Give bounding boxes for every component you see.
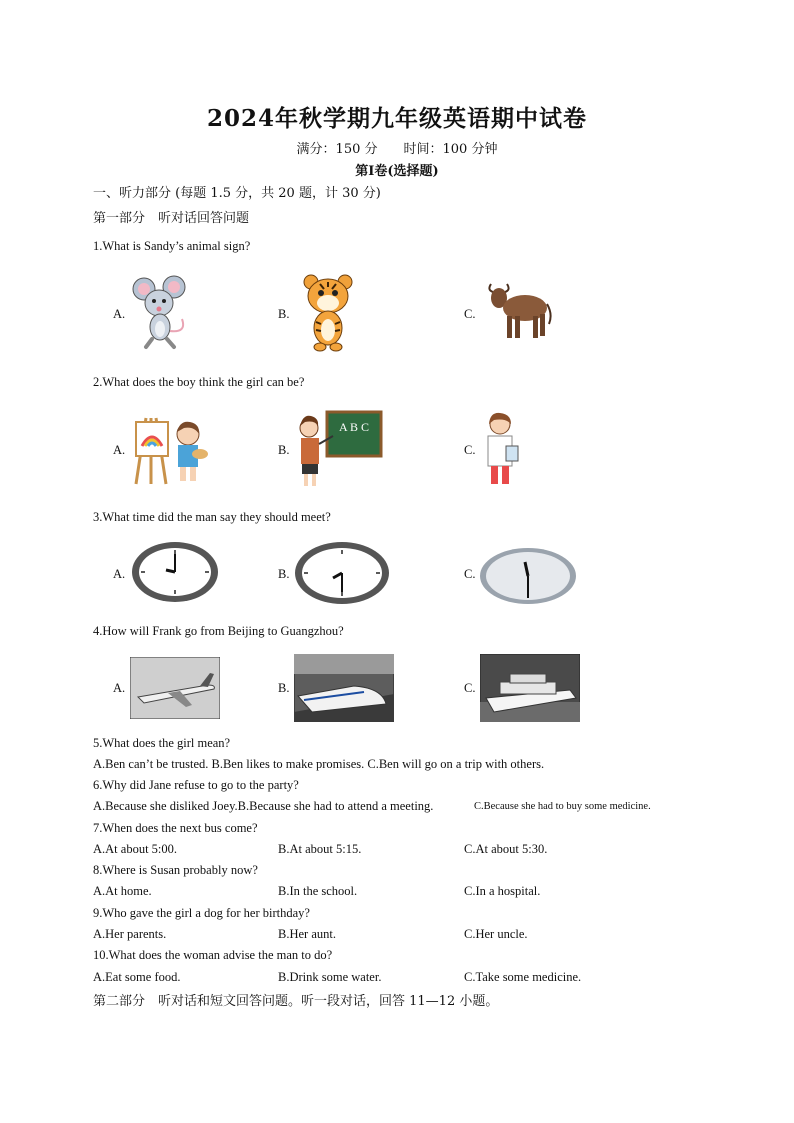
option-b: B.Drink some water. — [278, 970, 382, 984]
option-c: C.Her uncle. — [464, 927, 528, 941]
option-letter: A. — [113, 443, 126, 457]
clock-icon — [293, 540, 391, 606]
volume-label: 第Ⅰ卷(选择题) — [355, 164, 439, 179]
tiger-icon — [300, 272, 356, 352]
option-c: C.At about 5:30. — [464, 842, 548, 856]
option-letter: C. — [464, 567, 476, 581]
question-6-options: A.Because she disliked Joey.B.Because she had to attend a meeting. — [93, 799, 434, 813]
score-time: 满分：150 分 时间：100 分钟 — [296, 142, 498, 157]
option-a: A.Her parents. — [93, 927, 167, 941]
question-6-option-c: C.Because she had to buy some medicine. — [474, 801, 651, 812]
ox-icon — [485, 280, 553, 342]
option-letter: B. — [278, 307, 290, 321]
question-5: 5.What does the girl mean? — [93, 736, 231, 750]
option-letter: A. — [113, 567, 126, 581]
section-heading: 一、听力部分 (每题 1.5 分，共 20 题，计 30 分) — [93, 186, 381, 201]
option-letter: C. — [464, 443, 476, 457]
question-5-options: A.Ben can’t be trusted. B.Ben likes to make promises. C.Ben will go on a trip with others. — [93, 757, 545, 771]
part2-heading: 第二部分 听对话和短文回答问题。听一段对话，回答 11—12 小题。 — [93, 994, 499, 1009]
question-4: 4.How will Frank go from Beijing to Guangzhou? — [93, 624, 344, 638]
question-2: 2.What does the boy think the girl can be? — [93, 375, 305, 389]
page-title: 2024年秋学期九年级英语期中试卷 — [206, 105, 587, 132]
option-c: C.In a hospital. — [464, 884, 541, 898]
clock-icon — [130, 540, 220, 604]
train-icon — [294, 654, 394, 722]
question-6: 6.Why did Jane refuse to go to the party? — [93, 778, 299, 792]
ship-icon — [480, 654, 580, 722]
option-b: B.At about 5:15. — [278, 842, 362, 856]
option-letter: A. — [113, 681, 126, 695]
option-a: A.At home. — [93, 884, 152, 898]
question-3: 3.What time did the man say they should meet? — [93, 510, 331, 524]
doctor-icon — [480, 410, 522, 486]
option-c: C.Take some medicine. — [464, 970, 582, 984]
painter-icon — [128, 412, 208, 486]
option-a: A.At about 5:00. — [93, 842, 178, 856]
teacher-icon — [297, 410, 383, 488]
board-text: A B C — [338, 420, 370, 434]
option-letter: C. — [464, 307, 476, 321]
part1-heading: 第一部分 听对话回答问题 — [93, 211, 250, 226]
question-7: 7.When does the next bus come? — [93, 821, 258, 835]
clock-icon — [478, 546, 578, 606]
option-b: B.Her aunt. — [278, 927, 336, 941]
option-letter: A. — [113, 307, 126, 321]
option-letter: B. — [278, 681, 290, 695]
option-b: B.In the school. — [278, 884, 358, 898]
option-a: A.Eat some food. — [93, 970, 181, 984]
question-8: 8.Where is Susan probably now? — [93, 863, 258, 877]
mouse-icon — [132, 275, 190, 350]
option-letter: B. — [278, 567, 290, 581]
plane-icon — [130, 657, 220, 719]
question-1: 1.What is Sandy’s animal sign? — [93, 239, 251, 253]
option-letter: C. — [464, 681, 476, 695]
question-9: 9.Who gave the girl a dog for her birthday? — [93, 906, 310, 920]
option-letter: B. — [278, 443, 290, 457]
question-10: 10.What does the woman advise the man to do? — [93, 948, 333, 962]
